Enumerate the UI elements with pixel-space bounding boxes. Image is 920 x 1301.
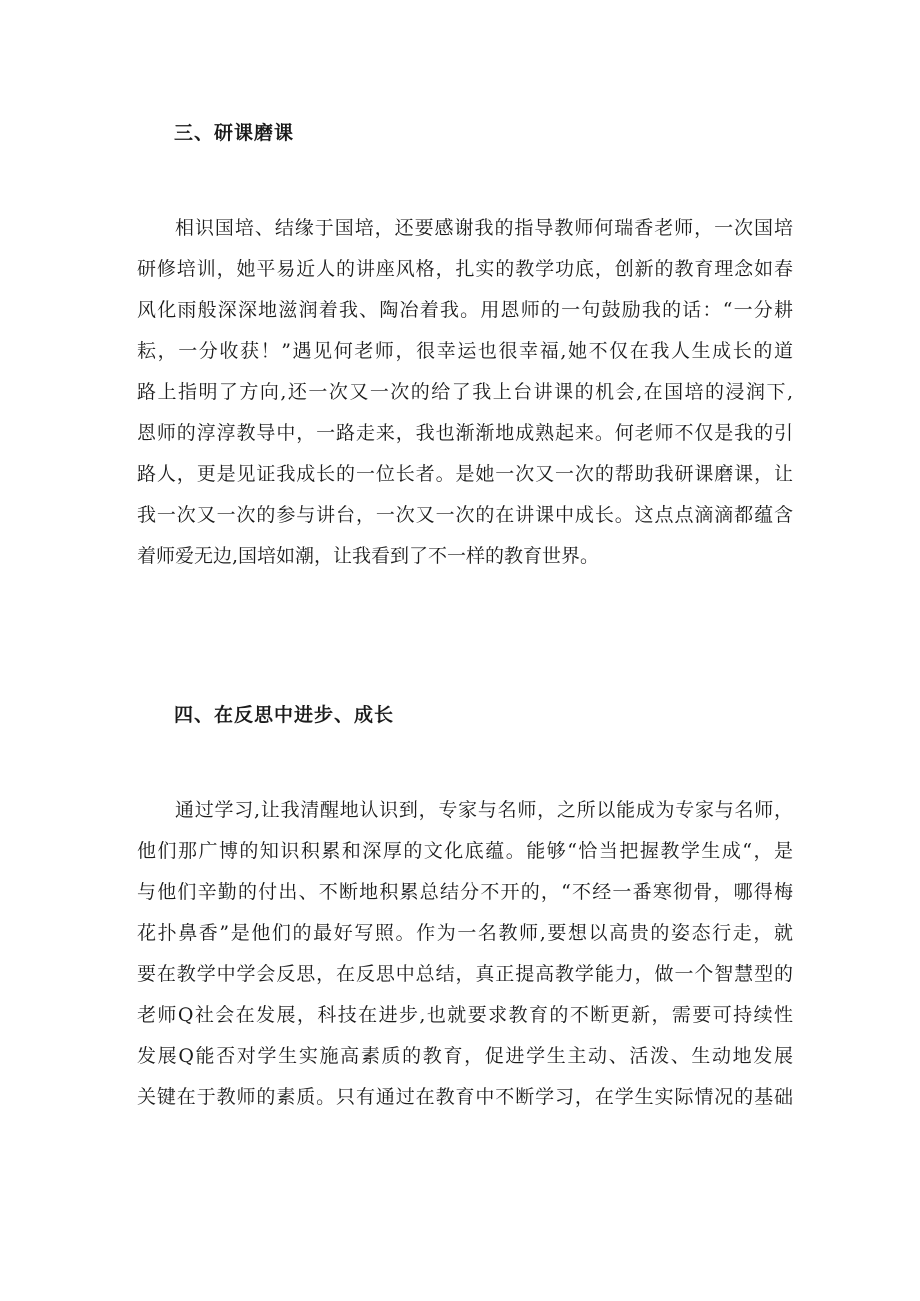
paragraph-line: 风化雨般深深地滋润着我、陶冶着我。用恩师的一句鼓励我的话：“一分耕 (137, 299, 793, 321)
paragraph-4 (137, 790, 793, 1118)
paragraph-line: 与他们辛勤的付出、不断地积累总结分不开的，“不经一番寒彻骨，哪得梅 (137, 881, 793, 903)
paragraph-line: 他们那广博的知识积累和深厚的文化底蕴。能够“恰当把握教学生成“，是 (137, 840, 793, 862)
paragraph-line: 发展Q能否对学生实施高素质的教育，促进学生主动、活泼、生动地发展 (137, 1045, 793, 1067)
paragraph-line: 恩师的淳淳教导中，一路走来，我也渐渐地成熟起来。何老师不仅是我的引 (137, 422, 793, 444)
paragraph-line: 花扑鼻香”是他们的最好写照。作为一名教师,要想以高贵的姿态行走，就 (137, 922, 793, 944)
paragraph-line: 关键在于教师的素质。只有通过在教育中不断学习，在学生实际情况的基础 (137, 1086, 793, 1108)
section-heading-3: 三、研课磨课 (174, 122, 295, 144)
paragraph-line: 通过学习,让我清醒地认识到，专家与名师，之所以能成为专家与名师， (175, 799, 793, 821)
paragraph-line: 路上指明了方向,还一次又一次的给了我上台讲课的机会,在国培的浸润下, (137, 381, 793, 403)
section-heading-4: 四、在反思中进步、成长 (174, 704, 395, 726)
paragraph-line: 要在教学中学会反思，在反思中总结，真正提高教学能力，做一个智慧型的 (137, 963, 793, 985)
paragraph-line: 相识国培、结缘于国培，还要感谢我的指导教师何瑞香老师，一次国培 (175, 217, 793, 239)
paragraph-line: 研修培训，她平易近人的讲座风格，扎实的教学功底，创新的教育理念如春 (137, 258, 793, 280)
paragraph-line: 路人，更是见证我成长的一位长者。是她一次又一次的帮助我研课磨课，让 (137, 463, 793, 485)
paragraph-line: 着师爱无边,国培如潮，让我看到了不一样的教育世界。 (137, 545, 600, 567)
paragraph-line: 耘，一分收获！”遇见何老师，很幸运也很幸福,她不仅在我人生成长的道 (137, 340, 793, 362)
paragraph-3 (137, 208, 793, 577)
paragraph-line: 老师Q社会在发展，科技在进步,也就要求教育的不断更新，需要可持续性 (137, 1004, 793, 1026)
paragraph-line: 我一次又一次的参与讲台，一次又一次的在讲课中成长。这点点滴滴都蕴含 (137, 504, 793, 526)
